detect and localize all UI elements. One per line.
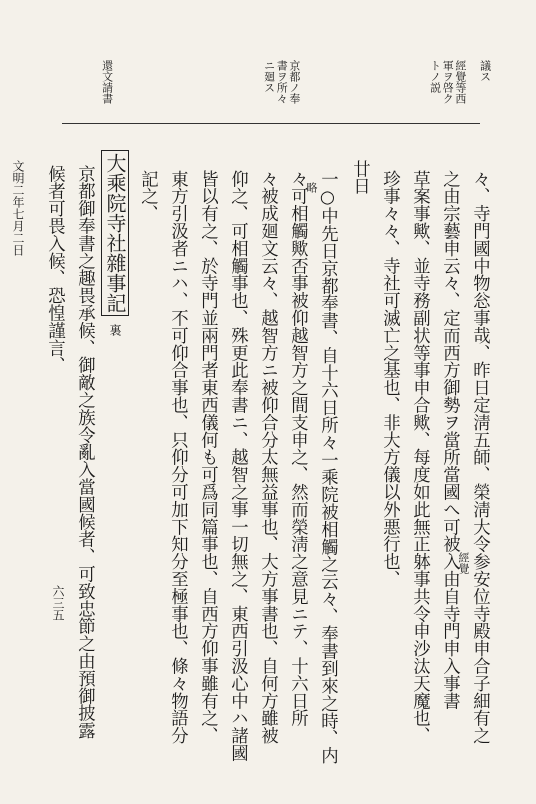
letter-date: 文明二年七月二日 <box>11 160 25 256</box>
letter-line-2: 候者可畏入候、恐惶謹言、 <box>44 165 65 374</box>
text-column-10: 皆以有之、於寺門並兩門者東西儀何も可爲同篇事也、自西方仰事雖有之、 <box>197 170 218 745</box>
text-column-7: 々可相觸歟否事被仰越智方之間支申之、然而榮淸之意見ニテ、十六日所 <box>287 170 308 727</box>
gloss-keikaku: 經覺 <box>457 552 470 574</box>
text-column-1: 々、寺門國中物忩事哉、昨日定淸五師、榮淸大令参安位寺殿申合子細有之 <box>469 170 490 745</box>
text-column-11: 東方引汲者ニハ、不可仰合事也、只仰分可加下知分至極事也、條々物語分 <box>167 170 188 745</box>
marginal-note-1: 議ス <box>478 60 492 82</box>
text-column-6: 一○中先日京都奉書、自十六日所々一乘院被相觸之云々、奉書到來之時、内 <box>317 170 338 765</box>
letter-line-1: 京都御奉書之趣畏承候、御敵之族令亂入當國候者、可致忠節之由預御披露 <box>74 165 95 740</box>
marginal-note-4: 還文請書 <box>100 60 114 104</box>
day-heading: 廿日 <box>349 160 370 195</box>
text-column-9: 仰之、可相觸事也、殊更此奉書ニ、越智之事一切無之、東西引汲心中ハ諸國 <box>227 170 248 762</box>
text-column-8: 々被成廻文云々、越智方ニ被仰合分太無益事也、大方事書也、自何方雖被 <box>257 170 278 745</box>
text-column-4: 珍事々々、寺社可滅亡之基也、非大方儀以外悪行也、 <box>379 170 400 588</box>
text-column-3: 草案事歟、並寺務副状等事申合歟、每度如此無正躰事共令申沙汰天魔也、 <box>409 170 430 745</box>
text-column-12: 記之、 <box>137 170 158 223</box>
page-number: 六三五 <box>51 585 65 621</box>
document-title: 大乘院寺社雜事記裏 <box>105 150 125 336</box>
header-rule <box>62 123 480 124</box>
text-column-2: 之由宗藝申云々、定而西方御勢ヲ當所當國へ可被入由自寺門申入事書 <box>439 170 460 710</box>
marginal-note-3: 京都ノ奉 書ヲ所々 ニ廻ス <box>262 60 301 104</box>
gloss-ryaku: 略 <box>305 182 318 193</box>
marginal-note-2: 經覺等西 軍ヲ啓ク トノ説 <box>428 60 467 104</box>
